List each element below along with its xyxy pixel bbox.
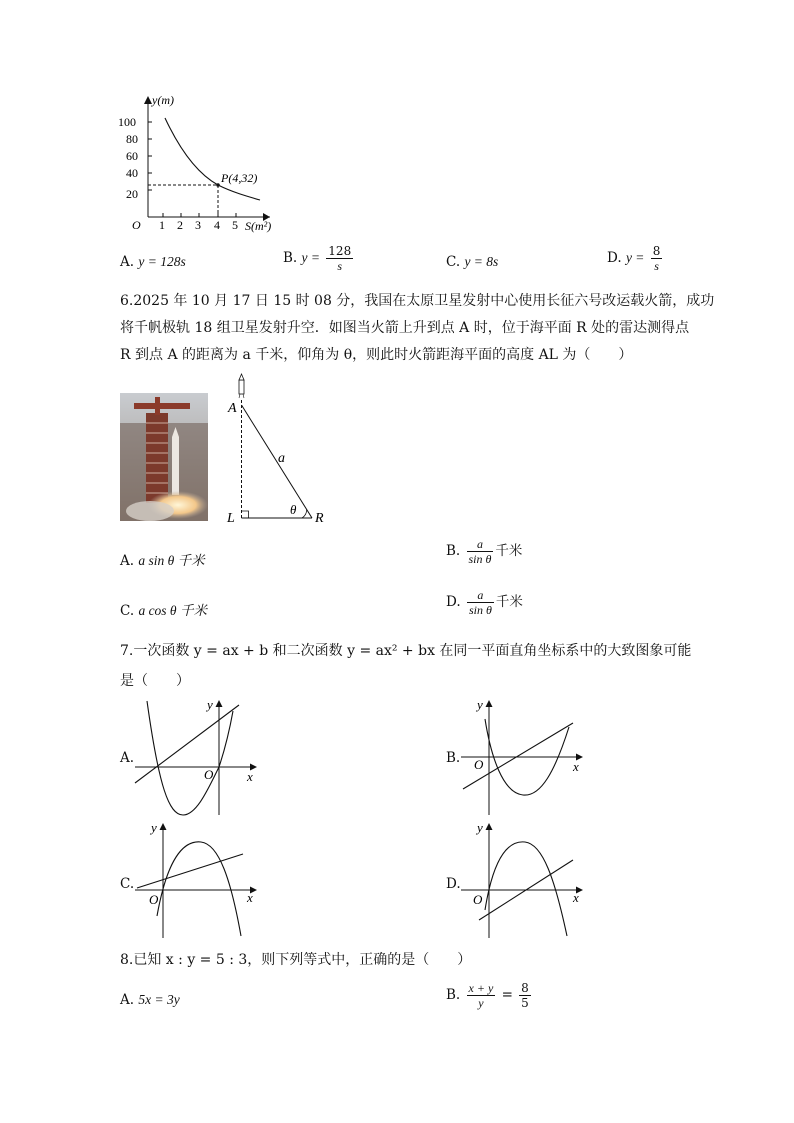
- option-label: B.: [283, 250, 298, 266]
- q7-text-line-1: 7.一次函数 y = ax + b 和二次函数 y = ax² + bx 在同一平面直角坐标系中的大致图象可能: [120, 643, 692, 659]
- origin-label: O: [474, 757, 484, 772]
- option-unit: 千米: [495, 543, 523, 559]
- x-axis-label: x: [573, 759, 579, 774]
- linear-line: [137, 854, 243, 888]
- point-r-label: R: [315, 511, 324, 526]
- fraction-numerator: x + y: [468, 981, 494, 995]
- fraction-numerator: 8: [521, 981, 529, 995]
- linear-line: [463, 723, 573, 789]
- x-tick-2: 2: [177, 218, 183, 232]
- x-axis-label: x: [247, 769, 253, 784]
- point-a-label: A: [228, 401, 237, 416]
- y-axis-label: y: [477, 697, 483, 712]
- q5-option-d[interactable]: [607, 244, 664, 273]
- hyperbola-curve: [165, 118, 260, 200]
- q7-graph-d[interactable]: [459, 820, 589, 942]
- fraction-denominator: s: [337, 259, 343, 273]
- option-expression: a sin θ 千米: [138, 553, 205, 568]
- option-label: D.: [446, 594, 461, 610]
- y-axis-label: y(m): [152, 93, 174, 107]
- q7-option-b-label[interactable]: B.: [446, 750, 461, 766]
- fraction-denominator: sin θ: [468, 603, 492, 617]
- option-label: C.: [120, 603, 135, 619]
- origin-label: O: [473, 892, 483, 907]
- fraction-numerator: a: [467, 588, 494, 603]
- x-tick-3: 3: [195, 218, 201, 232]
- rocket-icon: [239, 374, 244, 398]
- origin-label: O: [132, 218, 141, 232]
- y-tick-20: 20: [126, 187, 138, 201]
- q7-graph-c[interactable]: [133, 820, 263, 942]
- rocket-launch-photo: [120, 393, 208, 521]
- option-label: C.: [446, 254, 461, 270]
- q6-option-d[interactable]: [446, 588, 523, 617]
- point-p: [216, 183, 220, 187]
- q7-text-line-2: 是（ ）: [120, 673, 190, 689]
- q6-text-line-3: R 到点 A 的距离为 a 千米，仰角为 θ，则此时火箭距海平面的高度 AL 为（ ）: [120, 347, 633, 363]
- y-tick-100: 100: [118, 115, 136, 129]
- option-expression: 5x = 3y: [138, 992, 180, 1007]
- q6-text-line-1: 6.2025 年 10 月 17 日 15 时 08 分，我国在太原卫星发射中心使用长征六号改运载火箭，成功: [120, 293, 715, 309]
- side-a-label: a: [278, 451, 285, 466]
- y-tick-60: 60: [126, 149, 138, 163]
- option-label: A.: [120, 992, 135, 1008]
- q6-text-line-2: 将千帆极轨 18 组卫星发射升空．如图当火箭上升到点 A 时，位于海平面 R 处的雷达测得点: [120, 320, 690, 336]
- inverse-proportion-graph: [110, 92, 280, 240]
- fraction-numerator: 128: [328, 244, 352, 258]
- fraction-denominator: 5: [521, 996, 529, 1010]
- q5-option-c[interactable]: [446, 254, 498, 270]
- y-axis-label: y: [151, 820, 157, 835]
- q7-option-a-label[interactable]: A.: [120, 750, 135, 766]
- x-tick-5: 5: [232, 218, 238, 232]
- x-axis-label: x: [247, 890, 253, 905]
- q7-option-c-label[interactable]: C.: [120, 876, 135, 892]
- x-tick-4: 4: [214, 218, 220, 232]
- point-l-label: L: [227, 511, 235, 526]
- fraction-denominator: s: [654, 259, 659, 273]
- q5-option-b[interactable]: [283, 244, 355, 273]
- option-expression: y = 128s: [138, 254, 186, 269]
- parabola-curve: [485, 842, 567, 936]
- fraction-numerator: a: [467, 537, 494, 552]
- option-label: A.: [120, 254, 135, 270]
- option-label: B.: [446, 987, 461, 1003]
- angle-theta-label: θ: [290, 502, 297, 517]
- y-axis-label: y: [207, 697, 213, 712]
- fraction-denominator: sin θ: [468, 552, 492, 566]
- q6-option-a[interactable]: [120, 549, 205, 569]
- option-label: B.: [446, 543, 461, 559]
- origin-label: O: [149, 892, 159, 907]
- y-tick-40: 40: [126, 166, 138, 180]
- q8-text-line-1: 8.已知 x : y = 5 : 3，则下列等式中，正确的是（ ）: [120, 952, 472, 968]
- q7-option-d-label[interactable]: D.: [446, 876, 461, 892]
- option-label: A.: [120, 553, 135, 569]
- linear-line: [135, 705, 239, 783]
- q5-option-a[interactable]: [120, 254, 186, 270]
- option-unit: 千米: [495, 594, 523, 610]
- y-tick-80: 80: [126, 132, 138, 146]
- q7-graph-a[interactable]: [133, 697, 263, 819]
- point-p-label: P(4,32): [221, 171, 258, 185]
- option-lhs: y =: [625, 250, 645, 265]
- fraction-denominator: y: [478, 996, 484, 1010]
- x-axis-label: x: [573, 890, 579, 905]
- q8-option-a[interactable]: [120, 992, 180, 1008]
- option-expression: y = 8s: [464, 254, 499, 269]
- q8-option-b[interactable]: B. $\frac{x + y}{y}$ = $\frac{8}{5}$: [446, 981, 529, 1010]
- q6-option-b[interactable]: [446, 537, 522, 566]
- parabola-curve: [147, 701, 233, 815]
- q7-graph-b[interactable]: [459, 697, 589, 819]
- y-axis-label: y: [477, 820, 483, 835]
- rocket-triangle-figure: [224, 372, 336, 528]
- option-label: D.: [607, 250, 622, 266]
- option-lhs: y =: [301, 250, 320, 265]
- x-axis-label: S(m²): [245, 219, 272, 233]
- parabola-curve: [157, 842, 241, 936]
- option-expression: a cos θ 千米: [138, 603, 207, 618]
- fraction-numerator: 8: [652, 244, 661, 258]
- x-tick-1: 1: [159, 218, 165, 232]
- q6-option-c[interactable]: [120, 599, 207, 619]
- origin-label: O: [204, 767, 214, 782]
